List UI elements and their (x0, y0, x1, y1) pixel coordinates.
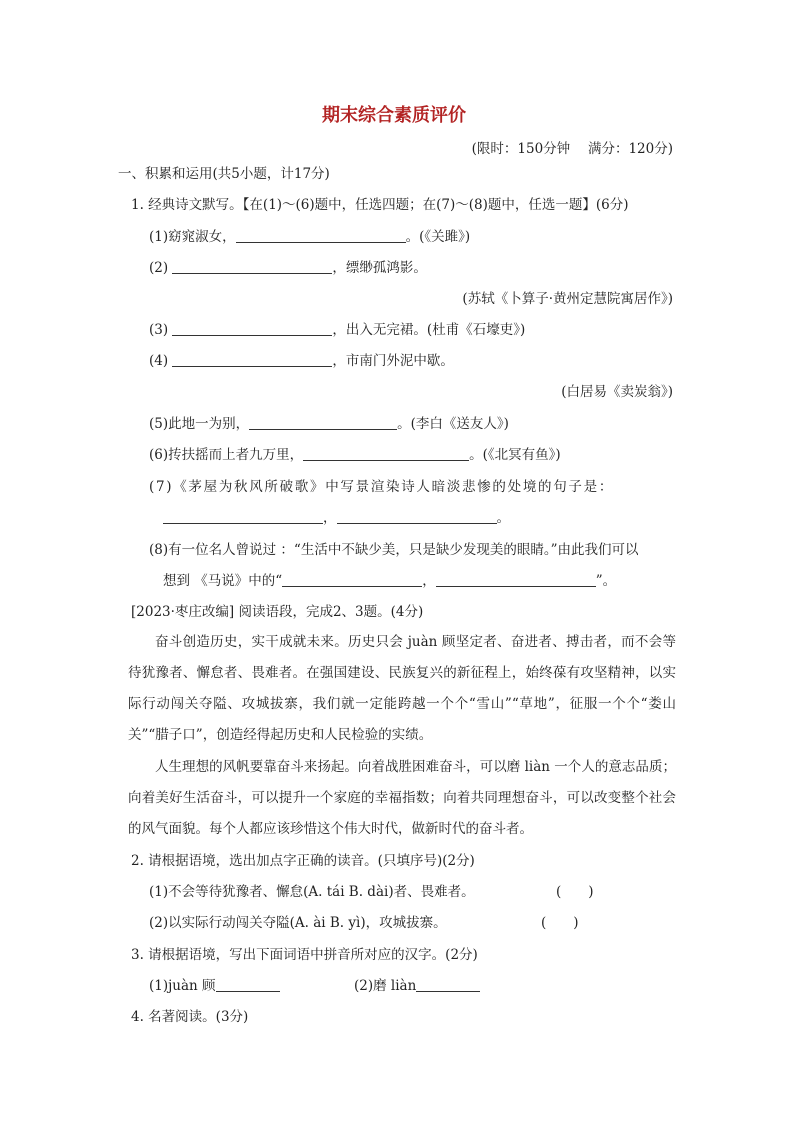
q1-item-4-source: (白居易《卖炭翁》) (561, 384, 673, 400)
answer-blank[interactable] (236, 227, 406, 243)
answer-blank[interactable] (303, 445, 469, 461)
answer-blank[interactable] (436, 571, 596, 587)
answer-blank[interactable] (216, 976, 280, 992)
section-heading: 一、积累和运用(共5小题，计17分) (118, 166, 330, 182)
q1-item-4: (4) ，市南门外泥中歇。 (149, 353, 454, 369)
q3-item-1: (1)juàn 顾 (149, 976, 280, 996)
q2-item-2: (2)以实际行动闯关夺隘(A. ài B. yì)，攻城拔寨。 (149, 915, 447, 931)
passage-paragraph-1: 奋斗创造历史，实干成就未来。历史只会 juàn 顾坚定者、奋进者、搏击者，而不会等待犹豫者、懈怠者、畏难者。在强国建设、民族复兴的新征程上，始终葆有攻坚精神，以实际行动闯关夺隘、攻城拔寨，我们就一定能跨越一个个“雪山”“草地”，征服一个个“娄山关”“腊子口”，创造经得起历史和人民检验的实绩。 (128, 634, 676, 743)
question-2-stem: 2. 请根据语境，选出加点字正确的读音。(只填序号)(2分) (131, 853, 475, 869)
q1-item-5: (5)此地一为别， 。(李白《送友人》) (149, 416, 509, 432)
q1-item-7: (7)《茅屋为秋风所破歌》中写景渲染诗人暗淡悲惨的处境的句子是： (149, 479, 615, 495)
answer-blank[interactable] (172, 258, 332, 274)
passage-intro: [2023·枣庄改编] 阅读语段，完成2、3题。(4分) (131, 604, 424, 620)
q1-item-2: (2) ，缥缈孤鸿影。 (149, 260, 427, 276)
answer-blank[interactable] (172, 351, 332, 367)
q1-item-1: (1)窈窕淑女， 。(《关雎》) (149, 229, 471, 245)
passage-paragraph-2: 人生理想的风帆要靠奋斗来扬起。向着战胜困难奋斗，可以磨 liàn 一个人的意志品质；向着美好生活奋斗，可以提升一个家庭的幸福指数；向着共同理想奋斗，可以改变整个社会的风气面貌。每个人都应该珍惜这个伟大时代，做新时代的奋斗者。 (128, 759, 676, 837)
answer-parentheses[interactable]: ( ) (556, 884, 594, 900)
answer-parentheses[interactable]: ( ) (541, 915, 579, 931)
answer-blank[interactable] (172, 320, 332, 336)
q1-item-8-blanks: 想到 《马说》中的“ ， ”。 (163, 573, 617, 589)
page-title: 期末综合素质评价 (322, 105, 466, 126)
question-1-stem: 1. 经典诗文默写。【在(1)～(6)题中，任选四题；在(7)～(8)题中，任选一题】(6分) (131, 197, 629, 213)
question-3-stem: 3. 请根据语境，写出下面词语中拼音所对应的汉字。(2分) (131, 947, 478, 963)
q1-item-2-source: (苏轼《卜算子·黄州定慧院寓居作》) (462, 291, 673, 307)
q2-item-1: (1)不会等待犹豫者、懈怠(A. tái B. dài)者、畏难者。 (149, 884, 475, 900)
answer-blank[interactable] (416, 976, 480, 992)
q1-item-8: (8)有一位名人曾说过 ：“生活中不缺少美，只是缺少发现美的眼睛。”由此我们可以 (149, 542, 639, 558)
answer-blank[interactable] (337, 508, 497, 524)
q1-item-6: (6)抟扶摇而上者九万里， 。(《北冥有鱼》) (149, 447, 561, 463)
time-score-limits: (限时：150分钟 满分：120分) (471, 141, 673, 157)
answer-blank[interactable] (249, 414, 397, 430)
answer-blank[interactable] (282, 571, 422, 587)
question-4-stem: 4. 名著阅读。(3分) (131, 1009, 249, 1025)
q1-item-7-blanks: ， 。 (163, 508, 510, 528)
q1-item-3: (3) ，出入无完裙。(杜甫《石壕吏》) (149, 322, 526, 338)
q3-item-2: (2)磨 liàn (354, 976, 480, 996)
answer-blank[interactable] (163, 508, 323, 524)
